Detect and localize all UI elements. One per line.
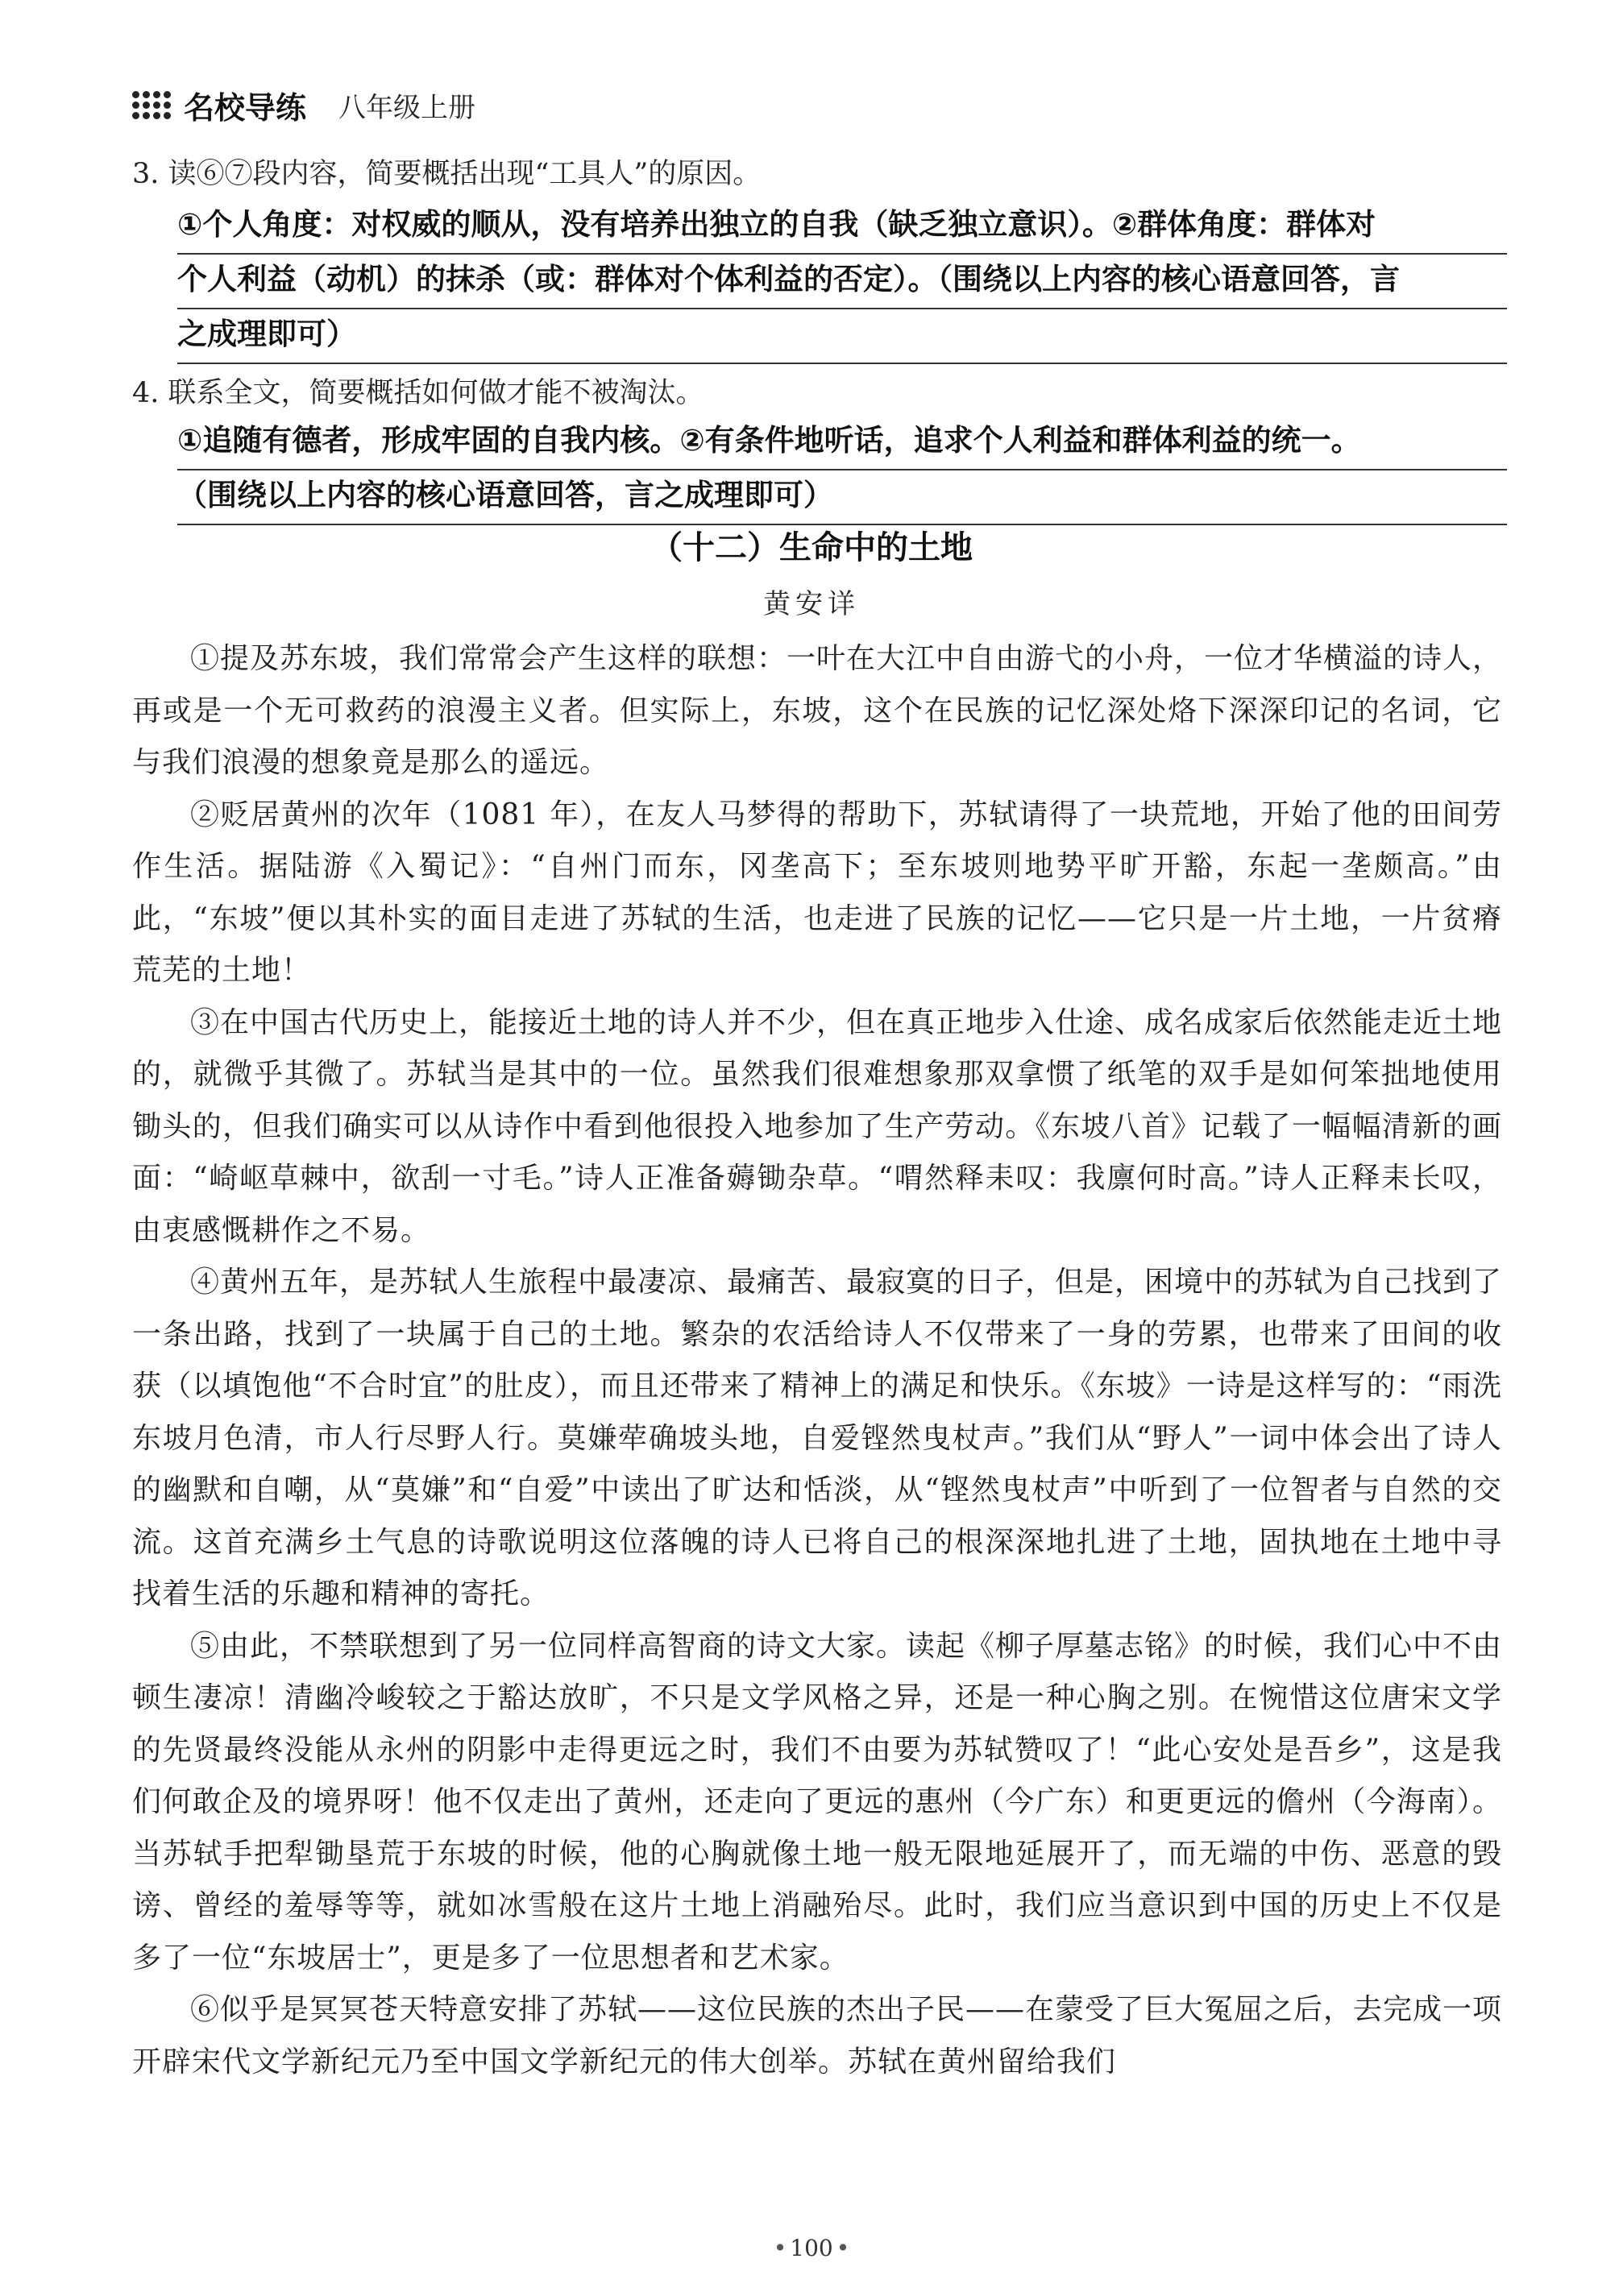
grade-label: 八年级上册 [338, 91, 476, 124]
answer-line: ①个人角度：对权威的顺从，没有培养出独立的自我（缺乏独立意识）。②群体角度：群体对 [177, 200, 1507, 255]
page-number: • 100 • [773, 2235, 850, 2261]
brand-title: 名校导练 [184, 89, 307, 126]
answer-line: （围绕以上内容的核心语意回答，言之成理即可） [177, 470, 1507, 525]
question-4: 4. 联系全文，简要概括如何做才能不被淘汰。 [132, 377, 704, 409]
paragraph-1: ①提及苏东坡，我们常常会产生这样的联想：一叶在大江中自由游弋的小舟，一位才华横溢的诗人，再或是一个无可救药的浪漫主义者。但实际上，东坡，这个在民族的记忆深处烙下深深印记的名词，它与我们浪漫的想象竟是那么的遥远。 [132, 642, 1503, 779]
article-body [132, 633, 1502, 2088]
question-3: 3. 读⑥⑦段内容，简要概括出现“工具人”的原因。 [132, 158, 762, 190]
paragraph-3: ③在中国古代历史上，能接近土地的诗人并不少，但在真正地步入仕途、成名成家后依然能走近土地的，就微乎其微了。苏轼当是其中的一位。虽然我们很难想象那双拿惯了纸笔的双手是如何笨拙地使用锄头的，但我们确实可以从诗作中看到他很投入地参加了生产劳动。《东坡八首》记载了一幅幅清新的画面：“崎岖草棘中，欲刮一寸毛。”诗人正准备薅锄杂草。“喟然释耒叹：我廪何时高。”诗人正释耒长叹，由衷感慨耕作之不易。 [132, 1005, 1503, 1247]
article-author: 黄安详 [763, 588, 860, 620]
answer-line: 之成理即可） [177, 309, 1507, 364]
dots-logo-icon [132, 91, 171, 119]
paragraph-6: ⑥似乎是冥冥苍天特意安排了苏轼——这位民族的杰出子民——在蒙受了巨大冤屈之后，去完成一项开辟宋代文学新纪元乃至中国文学新纪元的伟大创举。苏轼在黄州留给我们 [132, 1993, 1503, 2078]
answer-4 [177, 416, 1507, 525]
page-header [132, 81, 475, 129]
answer-line: 个人利益（动机）的抹杀（或：群体对个体利益的否定）。（围绕以上内容的核心语意回答，言 [177, 255, 1507, 309]
answer-line: ①追随有德者，形成牢固的自我内核。②有条件地听话，追求个人利益和群体利益的统一。 [177, 416, 1507, 470]
article-title: （十二）生命中的土地 [650, 529, 973, 566]
answer-3 [177, 200, 1507, 364]
page-number-value: 100 [790, 2235, 833, 2261]
paragraph-4: ④黄州五年，是苏轼人生旅程中最凄凉、最痛苦、最寂寞的日子，但是，困境中的苏轼为自己找到了一条出路，找到了一块属于自己的土地。繁杂的农活给诗人不仅带来了一身的劳累，也带来了田间的收获（以填饱他“不合时宜”的肚皮），而且还带来了精神上的满足和快乐。《东坡》一诗是这样写的：“雨洗东坡月色清，市人行尽野人行。莫嫌荦确坡头地，自爱铿然曳杖声。”我们从“野人”一词中体会出了诗人的幽默和自嘲，从“莫嫌”和“自爱”中读出了旷达和恬淡，从“铿然曳杖声”中听到了一位智者与自然的交流。这首充满乡土气息的诗歌说明这位落魄的诗人已将自己的根深深地扎进了土地，固执地在土地中寻找着生活的乐趣和精神的寄托。 [132, 1266, 1503, 1610]
paragraph-2: ②贬居黄州的次年（1081 年），在友人马梦得的帮助下，苏轼请得了一块荒地，开始了他的田间劳作生活。据陆游《入蜀记》：“自州门而东，冈垄高下；至东坡则地势平旷开豁，东起一垄颇高。”由此，“东坡”便以其朴实的面目走进了苏轼的生活，也走进了民族的记忆——它只是一片土地，一片贫瘠荒芜的土地！ [132, 798, 1502, 987]
paragraph-5: ⑤由此，不禁联想到了另一位同样高智商的诗文大家。读起《柳子厚墓志铭》的时候，我们心中不由顿生凄凉！清幽冷峻较之于豁达放旷，不只是文学风格之异，还是一种心胸之别。在惋惜这位唐宋文学的先贤最终没能从永州的阴影中走得更远之时，我们不由要为苏轼赞叹了！“此心安处是吾乡”，这是我们何敢企及的境界呀！他不仅走出了黄州，还走向了更远的惠州（今广东）和更更远的儋州（今海南）。当苏轼手把犁锄垦荒于东坡的时候，他的心胸就像土地一般无限地延展开了，而无端的中伤、恶意的毁谤、曾经的羞辱等等，就如冰雪般在这片土地上消融殆尽。此时，我们应当意识到中国的历史上不仅是多了一位“东坡居士”，更是多了一位思想者和艺术家。 [132, 1629, 1503, 1975]
